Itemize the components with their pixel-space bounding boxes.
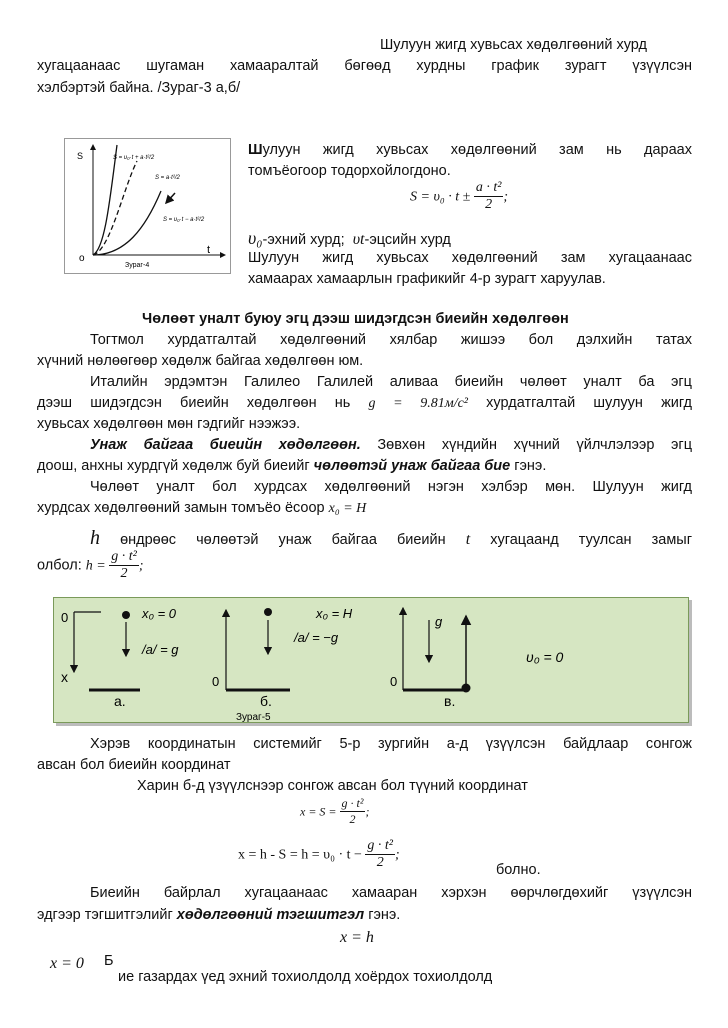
fig5-a-acc: /a/ = g [142, 642, 179, 657]
section-p1-line1: Тогтмол хурдатгалтай хөдөлгөөний хялбар жишээ бол дэлхийн татах [90, 332, 692, 348]
after-line3: Харин б-д үзүүлснээр сонгож авсан бол түүний координат [137, 778, 528, 794]
fig4-formula-bot: S = υ₀·t − a·t²/2 [163, 217, 205, 223]
para2-line5: хамаарах хамаарлын графикийг 4-р зурагт харуулав. [248, 271, 606, 287]
figure-4 [64, 138, 231, 274]
after-p-line1: Биеийн байрлал хугацаанаас хамааран хэрхэн өөрчлөгдөхийг үзүүлсэн [90, 885, 692, 901]
fig4-axis-s: S [77, 151, 84, 161]
eq-x-h: x = h [340, 929, 374, 946]
section-p2-line3: хувьсах хөдөлгөөн мөн гэдгийг нээжээ. [37, 416, 301, 432]
section-p4-line2: хурдсах хөдөлгөөний замын томъёо ёсоор x₀ = H [37, 500, 367, 516]
section-p4-line1: Чөлөөт уналт бол хурдсах хөдөлгөөний нэгэн хэлбэр мөн. Шулуун жигд [90, 479, 692, 495]
fig5-a-label: а. [114, 693, 126, 709]
fig5-a-x: x [61, 669, 68, 685]
section-p3-line1: Унаж байгаа биеийн хөдөлгөөн. Зөвхөн хүндийн хүчний үйлчлэлээр эгц [90, 437, 693, 453]
fig5-b-x0: x₀ = H [316, 606, 353, 621]
section-p3-line2: доош, анхны хурдгүй хөдөлж буй биеийг чөлөөтэй унаж байгаа бие гэнэ. [37, 458, 547, 474]
para2-velocities: υ₀-эхний хурд; υt-эцсийн хурд [248, 228, 451, 248]
para2-line1: Шулуун жигд хувьсах хөдөлгөөний зам нь дараах [248, 142, 692, 158]
para1-line2: хугацаанаас шугаман хамааралтай бөгөөд хурдны график зурагт үзүүлсэн [37, 58, 692, 74]
last-line: ие газардах үед эхний тохиолдолд хоёрдох тохиолдолд [118, 969, 493, 985]
fig4-formula-mid: S = a·t²/2 [155, 175, 180, 181]
after-line2: авсан бол биеийн координат [37, 757, 231, 773]
bolno: болно. [496, 862, 541, 878]
fig5-c-zero: 0 [390, 674, 398, 689]
fig5-a-zero: 0 [61, 610, 69, 625]
fig5-c-g: g [435, 614, 443, 629]
section-p5-line1: h өндрөөс чөлөөтэй унаж байгаа биеийн t хугацаанд туулсан замыг [90, 527, 692, 549]
section-p5-line2: олбол: h = $\frac{\text{g · t²}}{2}$ ; [37, 549, 144, 581]
fig4-caption: Зураг-4 [125, 262, 150, 269]
fig5-c-label: в. [444, 693, 456, 709]
fig5-b-label: б. [260, 693, 272, 709]
figure-5 [53, 597, 689, 723]
after-p-line2: эдгээр тэгшитгэлийг хөдөлгөөний тэгшитгэл гэнэ. [37, 907, 401, 923]
para1-line1: Шулуун жигд хувьсах хөдөлгөөний хурд [380, 37, 647, 53]
fig4-formula-top: S = υ₀·t + a·t²/2 [113, 155, 155, 161]
para2-line2: томъёогоор тодорхойлогдоно. [248, 163, 451, 179]
eq-x-0: x = 0 [50, 955, 84, 972]
para1-line3: хэлбэртэй байна. /Зураг-3 а,б/ [37, 80, 241, 96]
fig5-a-x0: x₀ = 0 [142, 606, 177, 621]
after-line1: Хэрэв координатын системийг 5-р зургийн а-д үзүүлсэн байдлаар сонгож [90, 736, 692, 752]
b-letter: Б [104, 953, 114, 969]
section-p2-line1: Италийн эрдэмтэн Галилео Галилей аливаа биеийн чөлөөт уналт ба эгц [90, 374, 692, 390]
fig5-c-v0: υ₀ = 0 [526, 649, 564, 665]
fig4-origin: o [79, 253, 85, 264]
para2-line4: Шулуун жигд хувьсах хөдөлгөөний зам хугацаанаас [248, 250, 692, 266]
section-title: Чөлөөт уналт буюу эгц дээш шидэгдсэн биеийн хөдөлгөөн [142, 311, 569, 327]
para2-formula: S = υ₀ · t ± $\frac{\text{a · t²}}{2}$ ; [410, 180, 509, 212]
fig4-axis-t: t [207, 244, 211, 256]
fig5-b-zero: 0 [212, 674, 220, 689]
section-p2-line2: дээш шидэгдсэн биеийн хөдөлгөөн нь g = 9.81м/с² хурдатгалтай шулуун жигд [37, 395, 692, 411]
fig5-caption: Зураг-5 [236, 712, 271, 722]
fig5-b-acc: /a/ = −g [294, 630, 339, 645]
formula-x-s: x = S = $\frac{\text{g · t²}}{2}$ ; [300, 796, 370, 826]
formula-x-h: x = h - S = h = υ₀ · t − $\frac{\text{g · t²}}{2}$ ; [238, 838, 400, 870]
section-p1-line2: хүчний нөлөөгөөр хөдөлж байгаа хөдөлгөөн юм. [37, 353, 364, 369]
